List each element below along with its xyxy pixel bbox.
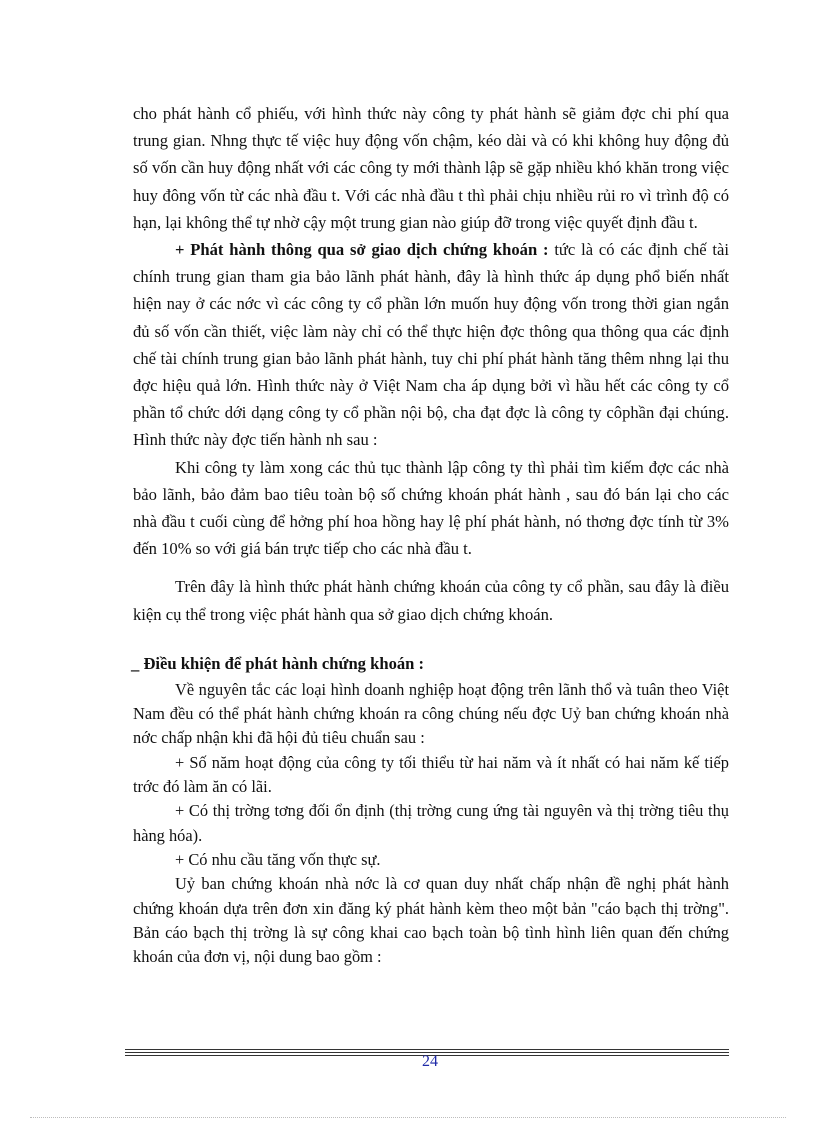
conditions-intro: Về nguyên tắc các loại hình doanh nghiệp hoạt động trên lãnh thổ và tuân theo Việt Nam đều có thể phát hành chứng khoán ra công chúng nếu đợc Uỷ ban chứng khoán nhà nớc chấp nhận khi đã hội đủ tiêu chuẩn sau : — [133, 679, 729, 748]
condition-stable-market: + Có thị trờng tơng đối ổn định (thị trờng cung ứng tài nguyên và thị trờng tiêu thụ hàng hóa). — [133, 801, 729, 845]
exchange-issuance-heading: + Phát hành thông qua sở giao dịch chứng khoán : — [175, 240, 549, 260]
page-edge-divider — [30, 1117, 786, 1118]
paragraph-summary: Trên đây là hình thức phát hành chứng khoán của công ty cổ phần, sau đây là điều kiện cụ thể trong việc phát hành qua sở giao dịch chứng khoán. — [133, 577, 729, 624]
section-conditions — [133, 652, 729, 970]
paragraph-process: Khi công ty làm xong các thủ tục thành lập công ty thì phải tìm kiếm đợc các nhà bảo lãnh, bảo đảm bao tiêu toàn bộ số chứng khoán phát hành , sau đó bán lại cho các nhà đầu t cuối cùng để hởng phí hoa hồng hay lệ phí phát hành, nó thơng đợc tính từ 3% đến 10% so với giá bán trực tiếp cho các nhà đầu t. — [133, 457, 729, 559]
paragraph-direct-issuance: cho phát hành cổ phiếu, với hình thức này công ty phát hành sẽ giảm đợc chi phí qua trung gian. Nhng thực tế việc huy động vốn chậm, kéo dài và có khi không huy động đủ số vốn cần huy động nhất với các công ty mới thành lập sẽ gặp nhiều khó khăn trong việc huy đông vốn từ các nhà đầu t. Với các nhà đầu t thì phải chịu nhiều rủi ro vì trình độ có hạn, lại không thể tự nhờ cậy một trung gian nào giúp đỡ trong việc quyết định đầu t. — [133, 104, 729, 232]
exchange-issuance-text: tức là có các định chế tài chính trung gian tham gia bảo lãnh phát hành, đây là hình thức áp dụng phổ biến nhất hiện nay ở các nớc vì các công ty cổ phần lớn muốn huy động vốn trong thời gian ngắn đủ số vốn cần thiết, việc làm này chỉ có thể thực hiện đợc thông qua thông qua các định chế tài chính trung gian bảo lãnh phát hành, tuy chi phí phát hành tăng thêm nhng lại thu đợc hiệu quả lớn. Hình thức này ở Việt Nam cha áp dụng bởi vì hầu hết các công ty cổ phần tổ chức dới dạng công ty cổ phần nội bộ, cha đạt đợc là công ty côphần đại chúng. Hình thức này đợc tiến hành nh sau : — [133, 240, 729, 450]
condition-capital-need: + Có nhu cầu tăng vốn thực sự. — [175, 849, 381, 869]
page-body — [133, 100, 729, 969]
section-issuance-methods — [133, 100, 729, 628]
section-heading: _ Điều khiện để phát hành chứng khoán : — [131, 653, 425, 673]
page-number: 24 — [422, 1053, 438, 1070]
paragraph-commission-approval: Uỷ ban chứng khoán nhà nớc là cơ quan duy nhất chấp nhận đề nghị phát hành chứng khoán dựa trên đơn xin đăng ký phát hành kèm theo một bản "cáo bạch thị trờng". Bản cáo bạch thị trờng là sự công khai cao bạch toàn bộ tình hình liên quan đến chứng khoán của đơn vị, nội dung bao gồm : — [133, 874, 729, 967]
footer-rule-top — [125, 1049, 729, 1050]
paragraph-exchange-issuance — [133, 236, 729, 454]
condition-years-profit: + Số năm hoạt động của công ty tối thiểu từ hai năm và ít nhất có hai năm kế tiếp trớc đó làm ăn có lãi. — [133, 752, 729, 797]
